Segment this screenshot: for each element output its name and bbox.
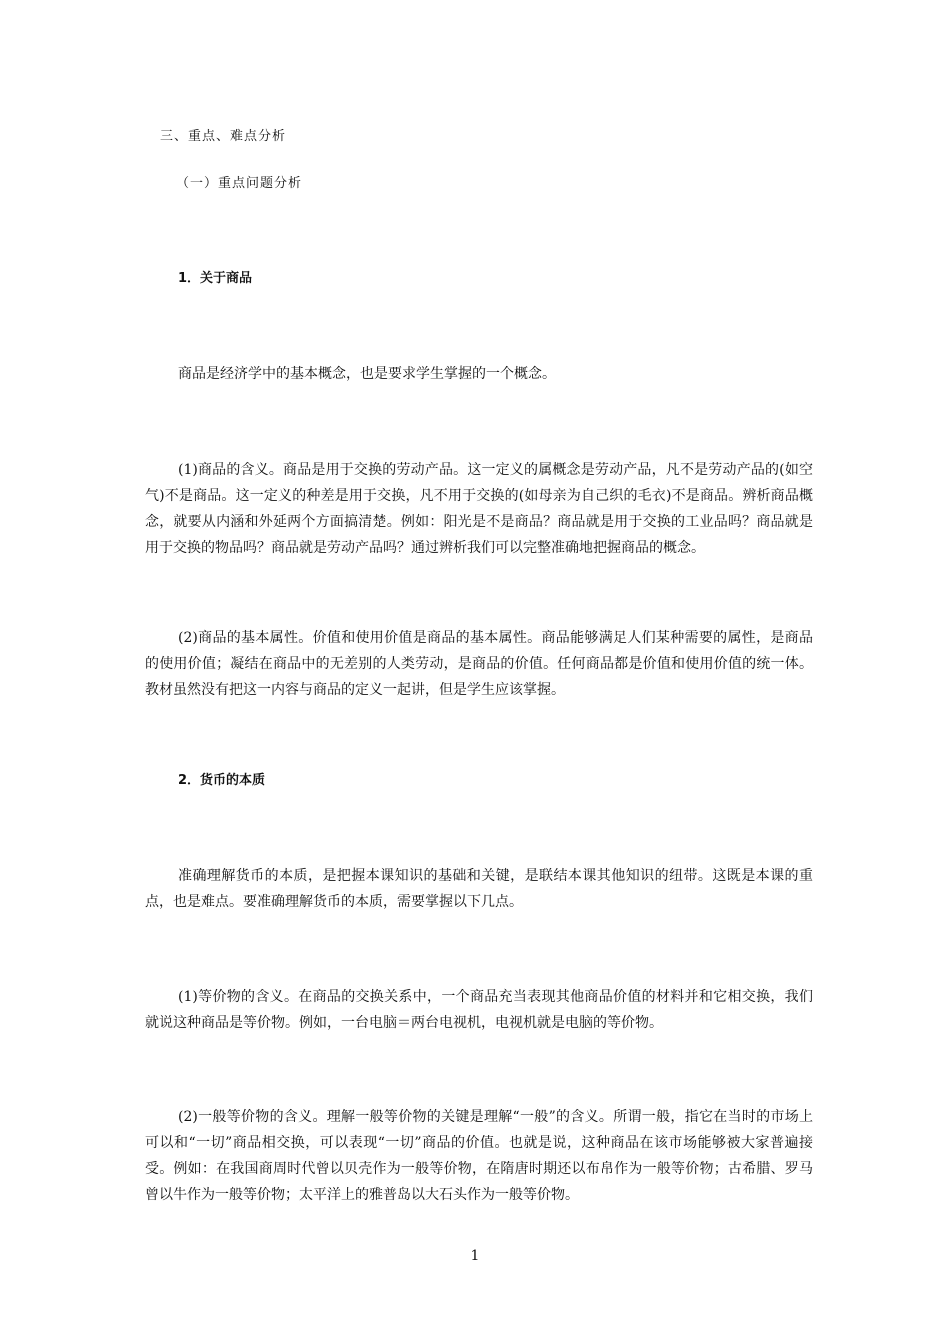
topic-title-commodity: 1．关于商品 xyxy=(178,271,253,286)
topic-title-money: 2．货币的本质 xyxy=(178,773,266,788)
paragraph-money-intro: 准确理解货币的本质，是把握本课知识的基础和关键，是联结本课其他知识的纽带。这既是本课的重点，也是难点。要准确理解货币的本质，需要掌握以下几点。 xyxy=(145,868,813,910)
subsection-heading: （一）重点问题分析 xyxy=(176,176,303,191)
paragraph-equivalent: (1)等价物的含义。在商品的交换关系中，一个商品充当表现其他商品价值的材料并和它相交换，我们就说这种商品是等价物。例如，一台电脑＝两台电视机，电视机就是电脑的等价物。 xyxy=(145,989,813,1031)
section-heading: 三、重点、难点分析 xyxy=(160,129,287,144)
paragraph-commodity-definition: (1)商品的含义。商品是用于交换的劳动产品。这一定义的属概念是劳动产品，凡不是劳动产品的(如空气)不是商品。这一定义的种差是用于交换，凡不用于交换的(如母亲为自己织的毛衣)不是商品。辨析商品概念，就要从内涵和外延两个方面搞清楚。例如：阳光是不是商品？商品就是用于交换的工业品吗？商品就是用于交换的物品吗？商品就是劳动产品吗？通过辨析我们可以完整准确地把握商品的概念。 xyxy=(145,462,813,556)
page-number: 1 xyxy=(470,1248,480,1264)
paragraph-commodity-attributes: (2)商品的基本属性。价值和使用价值是商品的基本属性。商品能够满足人们某种需要的属性，是商品的使用价值；凝结在商品中的无差别的人类劳动，是商品的价值。任何商品都是价值和使用价值的统一体。教材虽然没有把这一内容与商品的定义一起讲，但是学生应该掌握。 xyxy=(145,630,813,698)
paragraph-commodity-intro: 商品是经济学中的基本概念，也是要求学生掌握的一个概念。 xyxy=(178,366,556,382)
paragraph-general-equivalent: (2)一般等价物的含义。理解一般等价物的关键是理解“一般”的含义。所谓一般，指它在当时的市场上可以和“一切”商品相交换，可以表现“一切”商品的价值。也就是说，这种商品在该市场能够被大家普遍接受。例如：在我国商周时代曾以贝壳作为一般等价物，在隋唐时期还以布帛作为一般等价物；古希腊、罗马曾以牛作为一般等价物；太平洋上的雅普岛以大石头作为一般等价物。 xyxy=(145,1109,813,1203)
